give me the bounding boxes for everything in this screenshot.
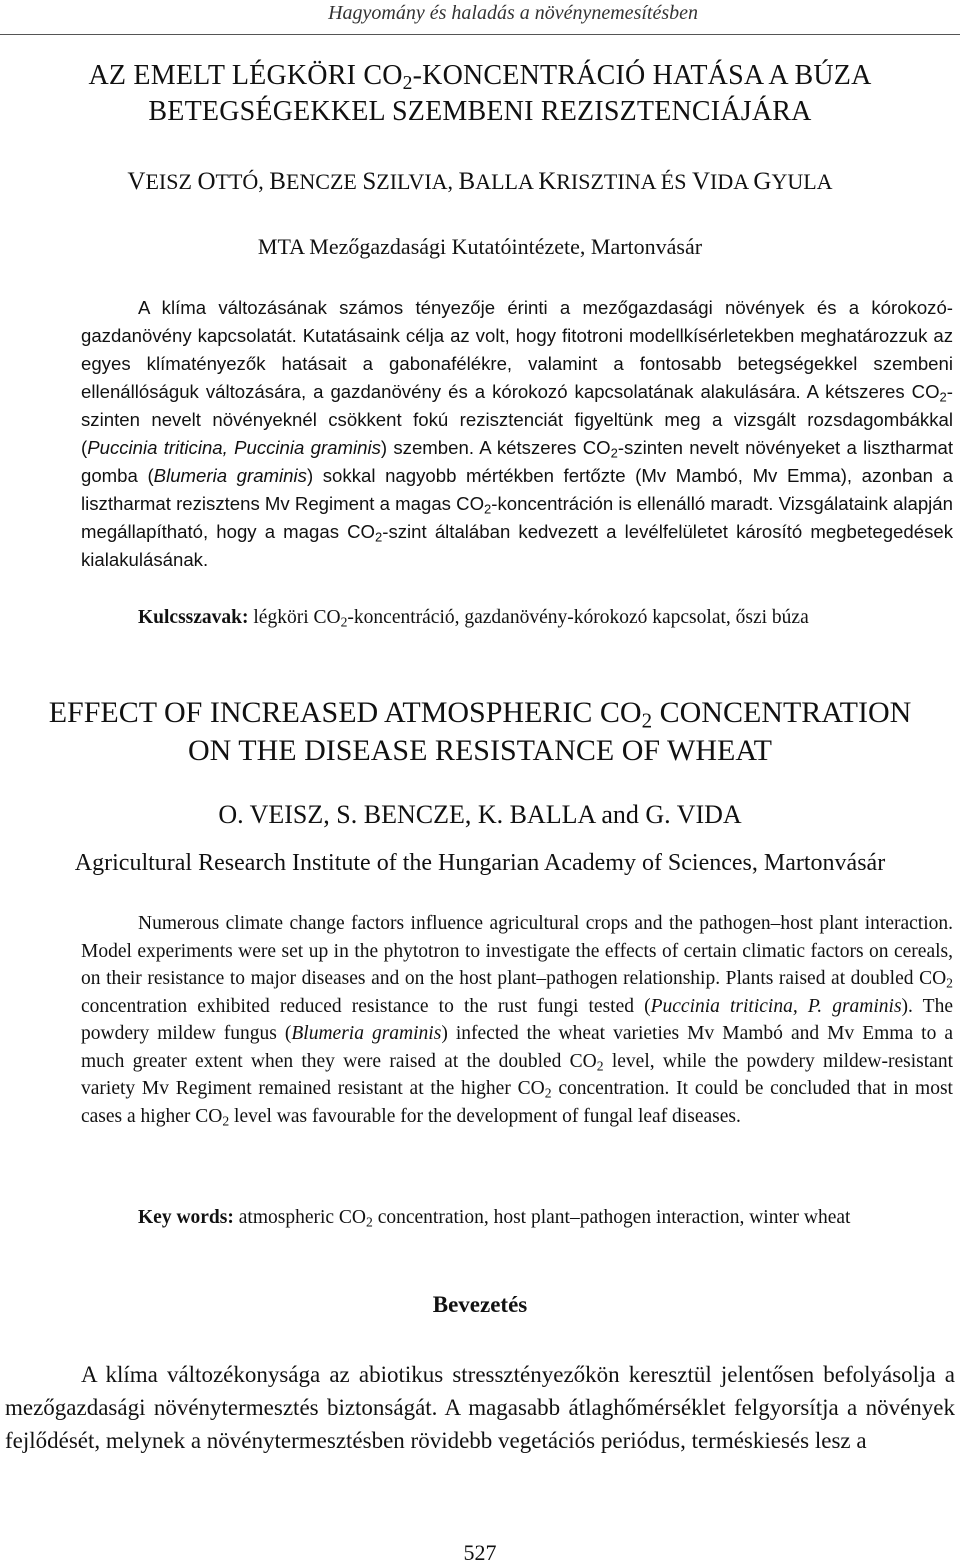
subscript: 2 bbox=[544, 1085, 552, 1101]
keywords-text: légköri CO bbox=[248, 607, 341, 628]
abstract-text: Numerous climate change factors influence agricultural crops and the pathogen–host plant interaction. Model experiments were set up in the phytotron to investigate the effects of certain climatic factors on cereals, on their resistance to major diseases and on the host plant–pathogen relationship. Plants raised at doubled CO bbox=[81, 913, 953, 989]
abstract-text: A klíma változásának számos tényezője érinti a mezőgazdasági növények és a kórokozó-gazdanövény kapcsolatát. Kutatásaink célja az volt, hogy fitotroni modellkísérletekben meghatározzuk az egyes klímatényezők hatásait a gabonafélékre, valamint a fontosabb betegségekkel szembeni ellenállóságuk változására, a gazdanövény és a kórokozó kapcsolatának alakulására. A kétszeres CO bbox=[81, 297, 953, 402]
abstract-text: -szint általában kedvezett a levélfelületet károsító megbetegedések kialakulásának. bbox=[81, 521, 954, 570]
subscript: 2 bbox=[596, 1057, 604, 1073]
title-text: AZ EMELT LÉGKÖRI CO bbox=[88, 60, 403, 91]
keywords-label: Key words: bbox=[138, 1207, 234, 1228]
section-heading: Bevezetés bbox=[432, 1292, 528, 1317]
subscript: 2 bbox=[484, 501, 492, 517]
author-text: RISZTINA ÉS bbox=[556, 169, 687, 194]
subscript: 2 bbox=[946, 975, 953, 991]
author-text: YULA bbox=[771, 169, 833, 194]
english-title-line1 bbox=[0, 694, 960, 732]
subscript: 2 bbox=[375, 529, 383, 545]
author-text: TTÓ, bbox=[215, 169, 264, 194]
subscript: 2 bbox=[402, 72, 413, 94]
hungarian-title-line1 bbox=[0, 58, 960, 94]
keywords-label: Kulcsszavak: bbox=[138, 607, 249, 628]
english-authors: O. VEISZ, S. BENCZE, K. BALLA and G. VIDA bbox=[218, 800, 742, 829]
author-initial: B bbox=[269, 168, 286, 195]
english-keywords-paragraph bbox=[81, 1204, 953, 1232]
subscript: 2 bbox=[222, 1112, 230, 1128]
running-head: Hagyomány és haladás a növénynemesítésben bbox=[328, 2, 698, 24]
abstract-text: -koncentráción is ellenálló maradt. Vizsgálataink alapján megállapítható, hogy a magas CO bbox=[81, 493, 953, 542]
abstract-text: concentration. It could be concluded that in most cases a higher CO bbox=[81, 1078, 953, 1127]
author-text: ALLA bbox=[475, 169, 533, 194]
subscript: 2 bbox=[939, 389, 947, 405]
english-keywords bbox=[81, 1204, 953, 1232]
author-initial: O bbox=[197, 168, 216, 195]
author-initial: B bbox=[458, 168, 476, 195]
hungarian-authors bbox=[0, 168, 960, 196]
hungarian-abstract bbox=[81, 294, 953, 574]
abstract-text: ). The powdery mildew fungus ( bbox=[81, 995, 953, 1044]
abstract-text: ) sokkal nagyobb mértékben fertőzte (Mv Mambó, Mv Emma), azonban a lisztharmat rezisztens Mv Regiment a magas CO bbox=[81, 465, 953, 514]
english-abstract-paragraph bbox=[81, 910, 953, 1130]
species-name: Blumeria graminis bbox=[291, 1023, 442, 1044]
page-number: 527 bbox=[463, 1540, 497, 1565]
english-title bbox=[0, 694, 960, 770]
subscript: 2 bbox=[340, 614, 348, 630]
author-initial: V bbox=[127, 168, 146, 195]
author-text: ZILVIA, bbox=[376, 169, 454, 194]
title-text: EFFECT OF INCREASED ATMOSPHERIC CO bbox=[48, 696, 642, 729]
hungarian-title bbox=[0, 58, 960, 130]
keywords-text: concentration, host plant–pathogen interaction, winter wheat bbox=[372, 1207, 851, 1228]
body-paragraph: A klíma változékonysága az abiotikus stressztényezőkön keresztül jelentősen befolyásolja a mezőgazdasági növénytermesztés biztonságát. A magasabb átlaghőmérséklet felgyorsítja a növények fejlődését, melynek a növénytermesztésben rövidebb vegetációs periódus, terméskiesés lesz a bbox=[5, 1362, 955, 1453]
author-text: ENCZE bbox=[285, 169, 357, 194]
body-text bbox=[5, 1358, 955, 1457]
species-name: Puccinia triticina, Puccinia graminis bbox=[87, 437, 381, 458]
abstract-text: concentration exhibited reduced resistance to the rust fungi tested ( bbox=[81, 995, 651, 1017]
hungarian-institute: MTA Mezőgazdasági Kutatóintézete, Martonvásár bbox=[257, 234, 703, 259]
keywords-text: -koncentráció, gazdanövény-kórokozó kapcsolat, őszi búza bbox=[347, 607, 809, 628]
abstract-text: level was favourable for the development of fungal leaf diseases. bbox=[229, 1105, 741, 1127]
english-institute: Agricultural Research Institute of the Hungarian Academy of Sciences, Martonvásár bbox=[74, 850, 886, 876]
abstract-text: level, while the powdery mildew-resistant variety Mv Regiment remained resistant at the higher CO bbox=[81, 1050, 953, 1099]
author-text: EISZ bbox=[145, 169, 192, 194]
hungarian-keywords bbox=[81, 604, 953, 632]
author-initial: V bbox=[691, 168, 710, 195]
abstract-text: -szinten nevelt növényeket a lisztharmat gomba ( bbox=[81, 437, 953, 486]
author-initial: K bbox=[538, 168, 557, 195]
species-name: Blumeria graminis bbox=[153, 465, 307, 486]
header-rule bbox=[0, 34, 960, 35]
subscript: 2 bbox=[610, 445, 618, 461]
subscript: 2 bbox=[641, 708, 653, 733]
subscript: 2 bbox=[366, 1214, 373, 1230]
title-text: -KONCENTRÁCIÓ HATÁSA A BÚZA bbox=[412, 60, 872, 91]
author-initial: G bbox=[753, 168, 772, 195]
author-text: IDA bbox=[710, 169, 748, 194]
english-abstract bbox=[81, 910, 953, 1130]
abstract-text: ) infected the wheat varieties Mv Mambó and Mv Emma to a much greater extent when they were raised at the doubled CO bbox=[81, 1023, 953, 1072]
title-text: CONCENTRATION bbox=[652, 696, 912, 729]
abstract-text: ) szemben. A kétszeres CO bbox=[380, 437, 611, 458]
abstract-text: -szinten nevelt növényeknél csökkent fokú rezisztenciát figyeltünk meg a vizsgált rozsdagombákkal ( bbox=[81, 381, 953, 458]
author-initial: S bbox=[362, 168, 377, 195]
english-title-line2: ON THE DISEASE RESISTANCE OF WHEAT bbox=[187, 734, 772, 767]
hungarian-abstract-paragraph bbox=[81, 294, 953, 574]
hungarian-title-line2: BETEGSÉGEKKEL SZEMBENI REZISZTENCIÁJÁRA bbox=[148, 96, 812, 127]
hungarian-keywords-paragraph bbox=[81, 604, 953, 632]
keywords-text: atmospheric CO bbox=[233, 1207, 367, 1228]
species-name: Puccinia triticina, P. graminis bbox=[650, 995, 902, 1017]
